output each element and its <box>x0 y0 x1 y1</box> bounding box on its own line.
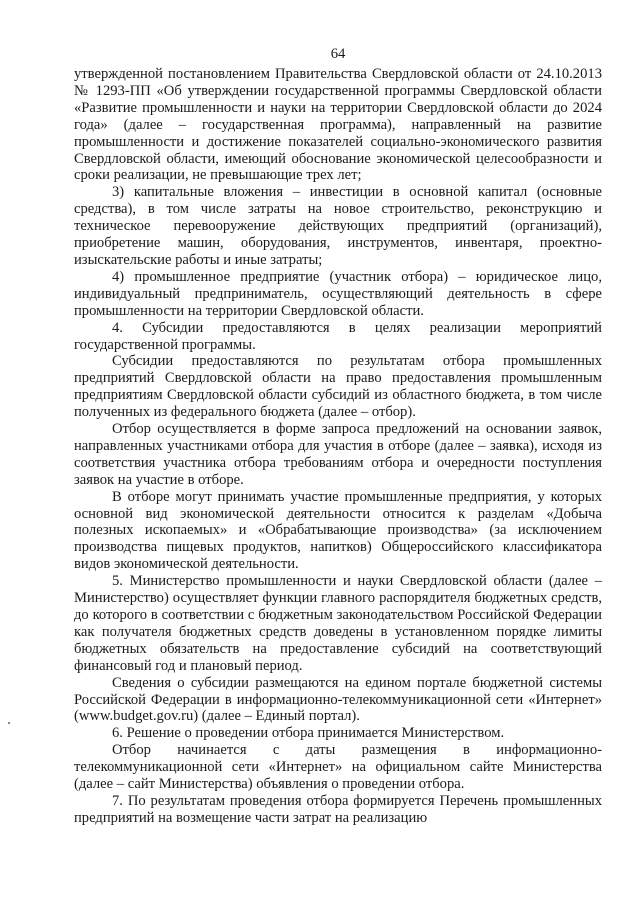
paragraph-item-4: 4) промышленное предприятие (участник отбора) – юридическое лицо, индивидуальный предприниматель, осуществляющий деятельность в сфере промышленности на территории Свердловской области. <box>74 268 602 319</box>
paragraph-section-6: 6. Решение о проведении отбора принимается Министерством. <box>112 725 505 742</box>
paragraph-section-4: 4. Субсидии предоставляются в целях реализации мероприятий государственной программы. <box>74 319 602 353</box>
paragraph-section-5: 5. Министерство промышленности и науки Свердловской области (далее – Министерство) осуществляет функции главного распорядителя бюджетных средств, до которого в соответствии с бюджетным законодательством Российской Федерации как получателя бюджетных средств доведены в установленном порядке лимиты бюджетных обязательств на предоставление субсидий на соответствующий финансовый год и плановый период. <box>74 573 602 674</box>
margin-mark <box>8 722 10 724</box>
paragraph-selection-form: Отбор осуществляется в форме запроса предложений на основании заявок, направленных участниками отбора для участия в отборе (далее – заявка), исходя из соответствия участника отбора требованиям отбора и очередности поступления заявок на участие в отборе. <box>74 421 602 488</box>
paragraph-item-3: 3) капитальные вложения – инвестиции в основной капитал (основные средства), в том числе затраты на новое строительство, реконструкцию и техническое перевооружение действующих предприятий (организаций), приобретение машин, оборудования, инструментов, инвентаря, проектно-изыскательские работы и иные затраты; <box>74 184 602 268</box>
page-number: 64 <box>330 46 346 62</box>
paragraph-subsidies: Субсидии предоставляются по результатам отбора промышленных предприятий Свердловской области на право предоставления промышленным предприятиям Свердловской области субсидий из областного бюджета, в том числе полученных из федерального бюджета (далее – отбор). <box>74 353 602 421</box>
document-page <box>74 0 602 827</box>
paragraph-selection-start: Отбор начинается с даты размещения в информационно-телекоммуникационной сети «Интернет» на официальном сайте Министерства (далее – сайт Министерства) объявления о проведении отбора. <box>74 742 602 793</box>
paragraph-participants: В отборе могут принимать участие промышленные предприятия, у которых основной вид экономической деятельности относится к разделам «Добыча полезных ископаемых» и «Обрабатывающие производства» (за исключением производства пищевых продуктов, напитков) Общероссийского классификатора видов экономической деятельности. <box>74 488 602 573</box>
paragraph-continuation: утвержденной постановлением Правительства Свердловской области от 24.10.2013 № 1293-ПП «Об утверждении государственной программы Свердловской области «Развитие промышленности и науки на территории Свердловской области до 2024 года» (далее – государственная программа), направленный на развитие промышленности и достижение показателей социально-экономического развития Свердловской области, имеющий обоснование экономической целесообразности и сроки реализации, не превышающие трех лет; <box>74 66 602 184</box>
paragraph-section-7: 7. По результатам проведения отбора формируется Перечень промышленных предприятий на возмещение части затрат на реализацию <box>74 792 602 826</box>
paragraph-portal: Сведения о субсидии размещаются на едином портале бюджетной системы Российской Федерации в информационно-телекоммуникационной сети «Интернет» (www.budget.gov.ru) (далее – Единый портал). <box>74 674 602 725</box>
